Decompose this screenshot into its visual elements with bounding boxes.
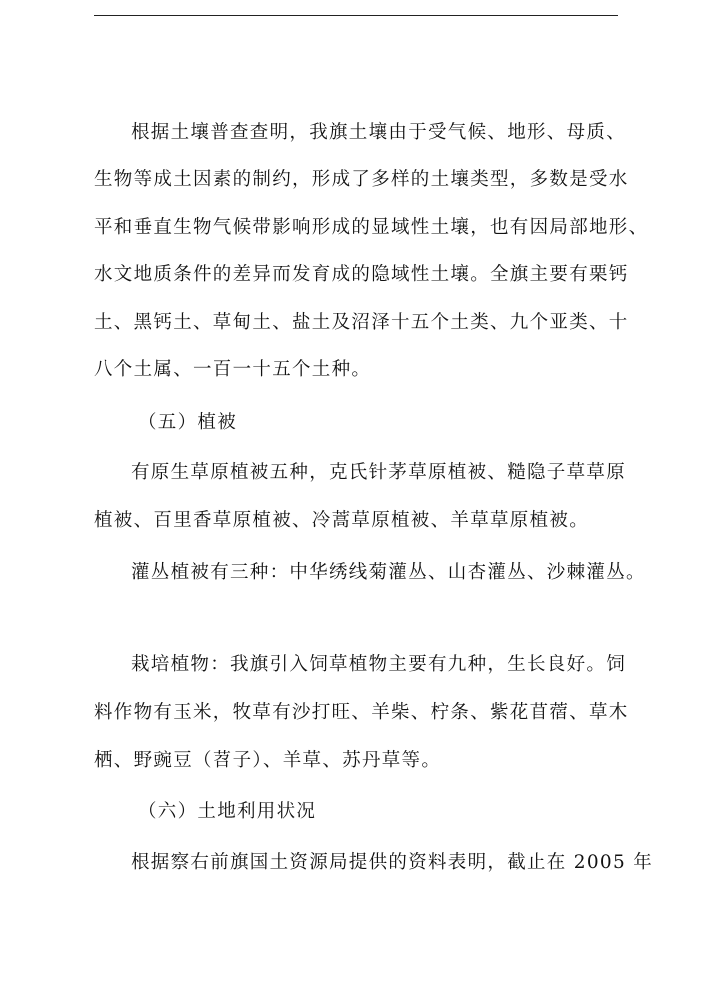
header-rule <box>94 15 618 16</box>
section-heading: （六）土地利用状况 <box>138 801 317 822</box>
paragraph-line: 灌丛植被有三种：中华绣线菊灌丛、山杏灌丛、沙棘灌丛。 <box>131 562 646 583</box>
paragraph-line: 植被、百里香草原植被、冷蒿草原植被、羊草草原植被。 <box>94 510 590 531</box>
paragraph-line: 土、黑钙土、草甸土、盐土及沼泽十五个土类、九个亚类、十 <box>94 312 629 333</box>
section-heading: （五）植被 <box>138 412 238 433</box>
paragraph-line: 平和垂直生物气候带影响形成的显域性土壤，也有因局部地形、 <box>94 217 649 238</box>
paragraph-line: 根据察右前旗国土资源局提供的资料表明，截止在 2005 年 <box>131 852 654 873</box>
paragraph-line: 水文地质条件的差异而发育成的隐域性土壤。全旗主要有栗钙 <box>94 264 629 285</box>
paragraph-line: 根据土壤普查查明，我旗土壤由于受气候、地形、母质、 <box>131 122 627 143</box>
paragraph-line: 料作物有玉米，牧草有沙打旺、羊柴、柠条、紫花苜蓿、草木 <box>94 702 629 723</box>
paragraph-line: 栖、野豌豆（苕子）、羊草、苏丹草等。 <box>94 750 442 771</box>
paragraph-line: 八个土属、一百一十五个土种。 <box>94 359 372 380</box>
paragraph-line: 生物等成土因素的制约，形成了多样的土壤类型，多数是受水 <box>94 169 629 190</box>
paragraph-line: 栽培植物：我旗引入饲草植物主要有九种，生长良好。饲 <box>131 654 627 675</box>
paragraph-line: 有原生草原植被五种，克氏针茅草原植被、糙隐子草草原 <box>131 462 627 483</box>
